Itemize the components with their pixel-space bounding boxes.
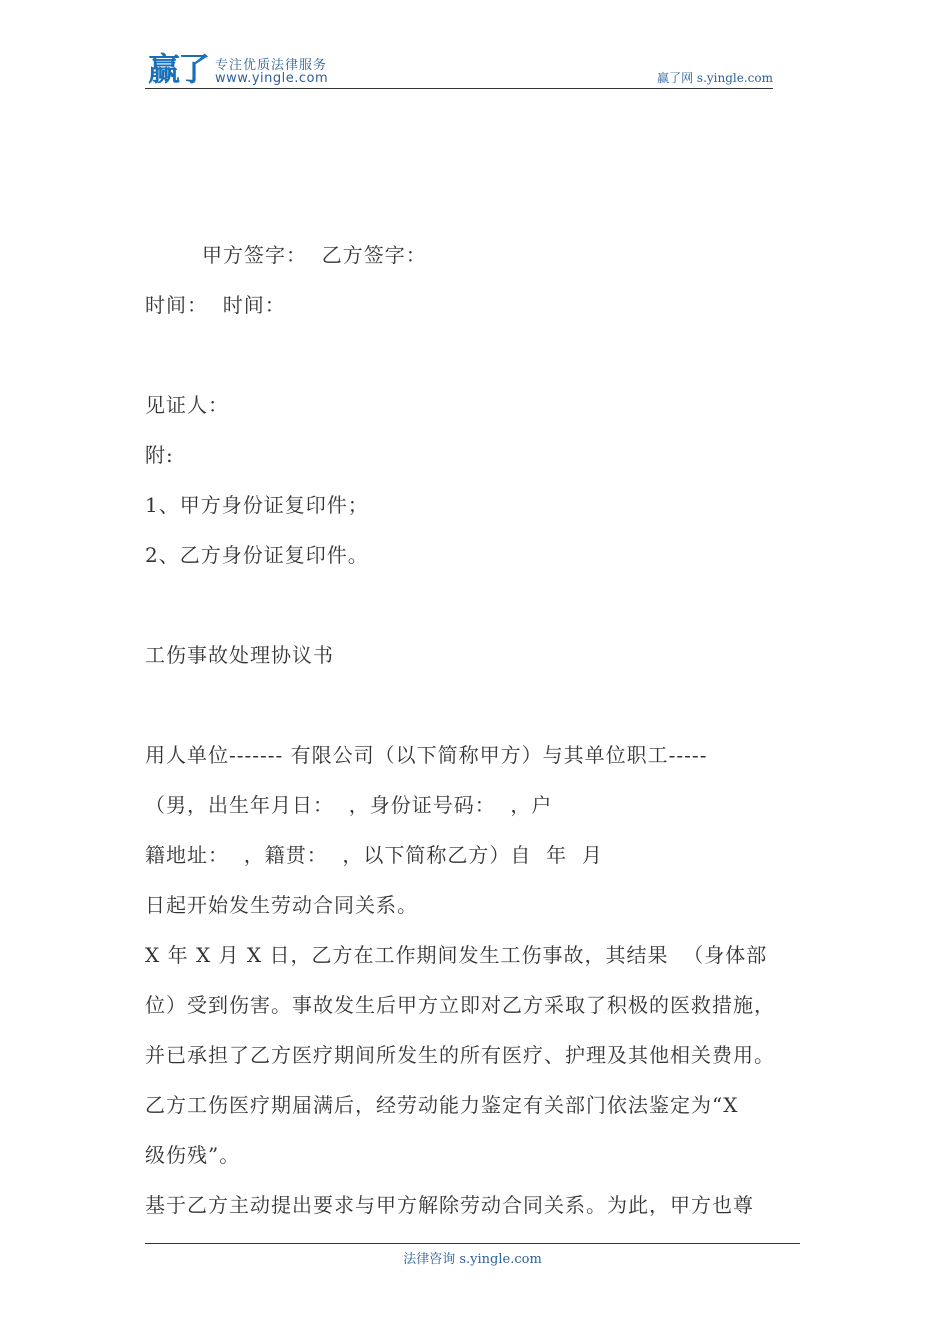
body-line: 并已承担了乙方医疗期间所发生的所有医疗、护理及其他相关费用。 [145,1043,775,1067]
header-site-link[interactable]: 赢了网 s.yingle.com [657,71,773,85]
witness-line: 见证人： [145,393,229,417]
spacer [145,330,835,380]
body-line: 乙方工伤医疗期届满后，经劳动能力鉴定有关部门依法鉴定为“X [145,1093,739,1117]
attachment-item: 2、乙方身份证复印件。 [145,543,369,567]
document-body [145,230,835,1230]
body-line: 基于乙方主动提出要求与甲方解除劳动合同关系。为此，甲方也尊 [145,1193,754,1217]
body-line: X 年 X 月 X 日，乙方在工作期间发生工伤事故，其结果 （身体部 [145,943,768,967]
document-title: 工伤事故处理协议书 [145,643,334,667]
body-line: 日起开始发生劳动合同关系。 [145,893,418,917]
spacer [145,680,835,730]
body-line: 用人单位------- 有限公司（以下简称甲方）与其单位职工----- [145,743,708,767]
spacer [145,580,835,630]
body-line: （男，出生年月日： ，身份证号码： ，户 [145,793,553,817]
body-line: 籍地址： ，籍贯： ，以下简称乙方）自 年 月 [145,843,603,867]
logo: 赢了 [148,50,209,88]
logo-slogan: 专注优质法律服务 [215,58,328,73]
signature-line: 甲方签字： 乙方签字： [202,243,427,267]
page-header [145,50,773,89]
footer-link[interactable]: 法律咨询 s.yingle.com [403,1252,542,1267]
body-line: 位）受到伤害。事故发生后甲方立即对乙方采取了积极的医救措施， [145,993,775,1017]
attachment-label: 附: [145,443,174,467]
logo-url[interactable]: www.yingle.com [215,71,329,86]
page-footer [145,1243,800,1267]
attachment-item: 1、甲方身份证复印件； [145,493,369,517]
body-line: 级伤残”。 [145,1143,241,1167]
date-line: 时间： 时间： [145,293,286,317]
